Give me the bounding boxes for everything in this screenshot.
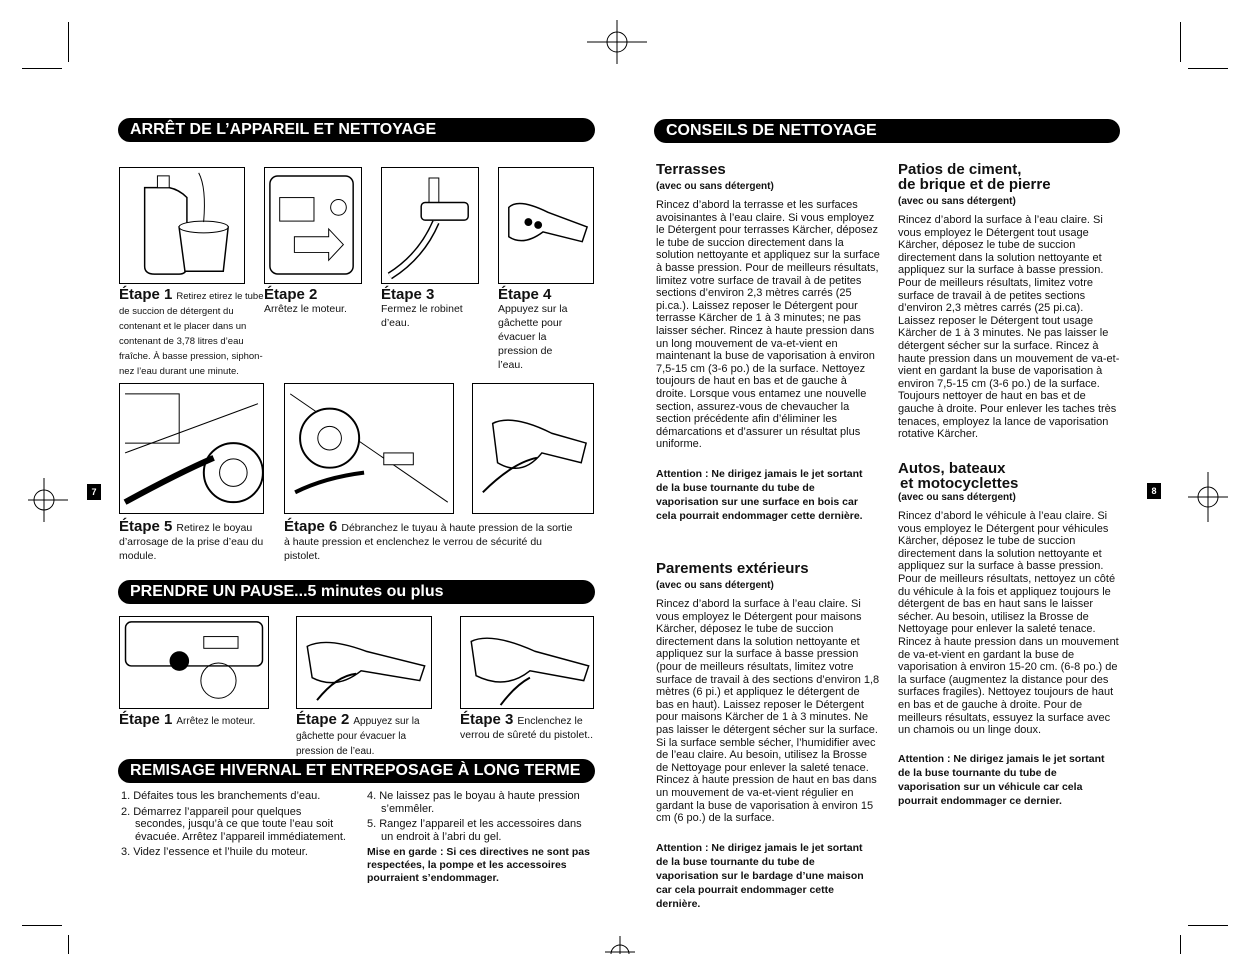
figure-pause-step1-engine <box>119 616 269 709</box>
figure-pause-step2-trigger <box>296 616 432 709</box>
caption-step5 <box>119 520 269 563</box>
parements-body: Rincez d’abord la surface à l’eau claire. Si vous employez le Détergent pour maisons Kärcher, déposez le tube de succion directement dans la solution nettoyante et appliquez sur la surface à basse pression (pour de meilleurs résultats, limitez votre surface de travail à des sections d’environ 1,8 mètres (6 pi.) et appliquez le détergent de bas en haut). Laissez reposer le Détergent pour maisons Kärcher de 1 à 3 minutes. Ne pas laisser le détergent sécher sur la surface. Si la surface semble sécher, l’humidifier avec de l’eau claire. Au besoin, utilisez la Brosse de Nettoyage pour enlever la saleté tenace. Rincez à haute pression de haut en bas dans un mouvement de va-et-vient régulier en gardant la buse de vaporisation à environ 15 cm (6 po.) de la surface. <box>656 598 880 825</box>
caption-step3 <box>381 288 481 330</box>
step-text: Retirez etirez le tube de succion de détergent du contenant et le placer dans un contenant de 3,78 litres d’eau fraîche. À basse pression, siphon-nez l’eau durant une minute. <box>119 291 264 377</box>
crop-mark <box>22 68 62 69</box>
step-text: Fermez le robinet d’eau. <box>381 303 463 329</box>
step-label: Étape 1 <box>119 286 173 303</box>
figure-step5-hose <box>119 383 264 514</box>
autos-title-line2: et motocyclettes <box>900 475 1019 492</box>
storage-list-right <box>367 790 592 846</box>
list-item: 1. Défaites tous les branchements d’eau. <box>121 790 321 802</box>
caption-pause-step3 <box>460 713 595 742</box>
step-label: Étape 1 <box>119 711 173 728</box>
detergent-note: (avec ou sans détergent) <box>898 196 1016 207</box>
figure-step3-faucet <box>381 167 479 284</box>
registration-mark-icon <box>28 478 68 522</box>
registration-mark-icon <box>1188 472 1228 522</box>
crop-mark <box>1180 22 1181 62</box>
page-number-right: 8 <box>1147 483 1161 499</box>
step-label: Étape 6 <box>284 518 338 535</box>
section-title-shutdown: ARRÊT DE L’APPAREIL ET NETTOYAGE <box>118 118 595 142</box>
subheading-autos <box>898 461 1018 491</box>
step-text: Enclenchez le verrou de sûreté du pistolet.. <box>460 715 594 741</box>
crop-mark <box>22 925 62 926</box>
autos-title-line1: Autos, bateaux <box>898 460 1006 477</box>
figure-step6-highpressure <box>284 383 454 514</box>
step-text: Retirez le boyau d’arrosage de la prise d’eau du module. <box>119 522 264 562</box>
caption-step2 <box>264 288 374 316</box>
parements-warning: Attention : Ne dirigez jamais le jet sortant de la buse tournante du tube de vaporisation sur le bardage d’une maison car cela pourrait endommager cette dernière. <box>656 842 864 910</box>
caption-step6 <box>284 520 579 563</box>
caption-pause-step2 <box>296 713 436 759</box>
step-text: Appuyez sur la gâchette pour évacuer la pression de l’eau. <box>296 716 420 757</box>
subheading-patios <box>898 162 1051 192</box>
section-title-cleaning-tips: CONSEILS DE NETTOYAGE <box>654 119 1120 143</box>
detergent-note: (avec ou sans détergent) <box>656 181 774 192</box>
autos-warning: Attention : Ne dirigez jamais le jet sortant de la buse tournante du tube de vaporisation sur un véhicule car cela pourrait endommager ce dernier. <box>898 753 1105 807</box>
subheading-parements: Parements extérieurs <box>656 560 809 577</box>
patios-body: Rincez d’abord la surface à l’eau claire. Si vous employez le Détergent tout usage Kärcher, déposez le tube de succion directement dans la solution nettoyante et appliquez sur la surface à basse pression. Pour de meilleurs résultats, limitez votre surface de travail à de petites sections d’environ 2,3 mètres carrés (25 pi.ca). Laissez reposer le Détergent tout usage Kärcher de 1 à 3 minutes. Ne pas laisser le détergent sécher sur la surface. Rincez à haute pression dans un mouvement de va-et-vient en gardant la buse de vaporisation à environ 7,5-15 cm (3-6 po.) de la surface. Toujours nettoyer de haut en bas et de gauche à droite. Pour enlever les taches très tenaces, employez la lance de vaporisation rotative Kärcher. <box>898 214 1120 441</box>
terrasses-body: Rincez d’abord la terrasse et les surfaces avoisinantes à l’eau claire. Si vous employez le Détergent pour terrasses Kärcher, déposez le tube de succion directement dans la solution nettoyante et appliquez sur la surface à basse pression. Pour de meilleurs résultats, limitez votre surface de travail à de petites sections d’environ 2,3 mètres carrés (25 pi.ca.). Laissez reposer le Détergent pour terrasse Kärcher de 1 à 3 minutes; ne pas laisser sécher. Rincez à haute pression dans un long mouvement de va-et-vient en maintenant la buse de vaporisation à environ 7,5-15 cm (3-6 po.) de la surface. Nettoyez toujours de haut en bas et de gauche à droite. Lorsque vous entamez une nouvelle section, assurez-vous de chevaucher la section précédente afin d’éliminer les démarcations et d’assurer un résultat plus uniforme. <box>656 199 880 451</box>
step-label: Étape 5 <box>119 518 173 535</box>
subheading-terrasses: Terrasses <box>656 161 726 178</box>
autos-body: Rincez d’abord le véhicule à l’eau claire. Si vous employez le Détergent pour véhicules Kärcher, déposez le tube de succion directement dans la solution nettoyante et appliquez sur la surface à basse pression. Pour de meilleurs résultats, nettoyez un côté du véhicule à la fois et appliquez toujours le détergent de bas en haut sans le laisser sécher. Au besoin, utilisez la Brosse de Nettoyage pour enlever la saleté tenace. Rincez à haute pression dans un mouvement de va-et-vient en gardant la buse de vaporisation à environ 15-20 cm. (6-8 po.) de la surface (augmentez la distance pour des surfaces fragiles). Nettoyez toujours de haut en bas et de gauche à droite. Pour de meilleurs résultats, essuyez la surface avec un chamois ou un linge doux. <box>898 510 1119 737</box>
figure-step1-detergent <box>119 167 245 284</box>
detergent-note: (avec ou sans détergent) <box>656 580 774 591</box>
step-text: Débranchez le tuyau à haute pression de la sortie à haute pression et enclenchez le verrou de sécurité du pistolet. <box>284 522 573 562</box>
registration-mark-icon <box>587 20 647 64</box>
step-text: Appuyez sur la gâchette pour évacuer la pression de l’eau. <box>498 303 568 371</box>
list-item: 2. Démarrez l’appareil pour quelques secondes, jusqu’à ce que toute l’eau soit évacuée. Arrêtez l’appareil immédiatement. <box>121 805 346 843</box>
storage-list-left <box>121 790 346 862</box>
crop-mark <box>1188 925 1228 926</box>
section-title-pause: PRENDRE UN PAUSE...5 minutes ou plus <box>118 580 595 604</box>
step-label: Étape 3 <box>460 711 514 728</box>
figure-step2-engine <box>264 167 362 284</box>
step-label: Étape 3 <box>381 286 435 303</box>
figure-step6-gun-lock <box>472 383 594 514</box>
list-item: 5. Rangez l’appareil et les accessoires dans un endroit à l’abri du gel. <box>367 818 582 843</box>
list-item: 4. Ne laissez pas le boyau à haute pression s’emmêler. <box>367 790 580 815</box>
patios-title-line2: de brique et de pierre <box>898 176 1051 193</box>
crop-mark <box>1188 68 1228 69</box>
list-item: 3. Videz l’essence et l’huile du moteur. <box>121 846 308 859</box>
step-text: Arrêtez le moteur. <box>176 716 256 727</box>
caption-pause-step1 <box>119 713 269 729</box>
detergent-note: (avec ou sans détergent) <box>898 492 1016 503</box>
patios-title-line1: Patios de ciment, <box>898 161 1022 178</box>
step-label: Étape 2 <box>264 286 318 303</box>
step-text: Arrêtez le moteur. <box>264 303 347 315</box>
caption-step1 <box>119 288 264 379</box>
caption-step4 <box>498 288 578 372</box>
crop-mark <box>1180 935 1181 954</box>
figure-step4-trigger <box>498 167 594 284</box>
crop-mark <box>68 22 69 62</box>
figure-pause-step3-lock <box>460 616 594 709</box>
step-label: Étape 4 <box>498 286 552 303</box>
terrasses-warning: Attention : Ne dirigez jamais le jet sortant de la buse tournante du tube de vaporisation sur une surface en bois car cela pourrait endommager cette dernière. <box>656 468 863 522</box>
registration-mark-icon <box>605 936 635 954</box>
storage-warning: Mise en garde : Si ces directives ne sont pas respectées, la pompe et les accessoires pourraient s’endommager. <box>367 846 590 884</box>
page-number-left: 7 <box>87 484 101 500</box>
step-label: Étape 2 <box>296 711 350 728</box>
section-title-winter-storage: REMISAGE HIVERNAL ET ENTREPOSAGE À LONG TERME <box>118 759 595 783</box>
crop-mark <box>68 935 69 954</box>
